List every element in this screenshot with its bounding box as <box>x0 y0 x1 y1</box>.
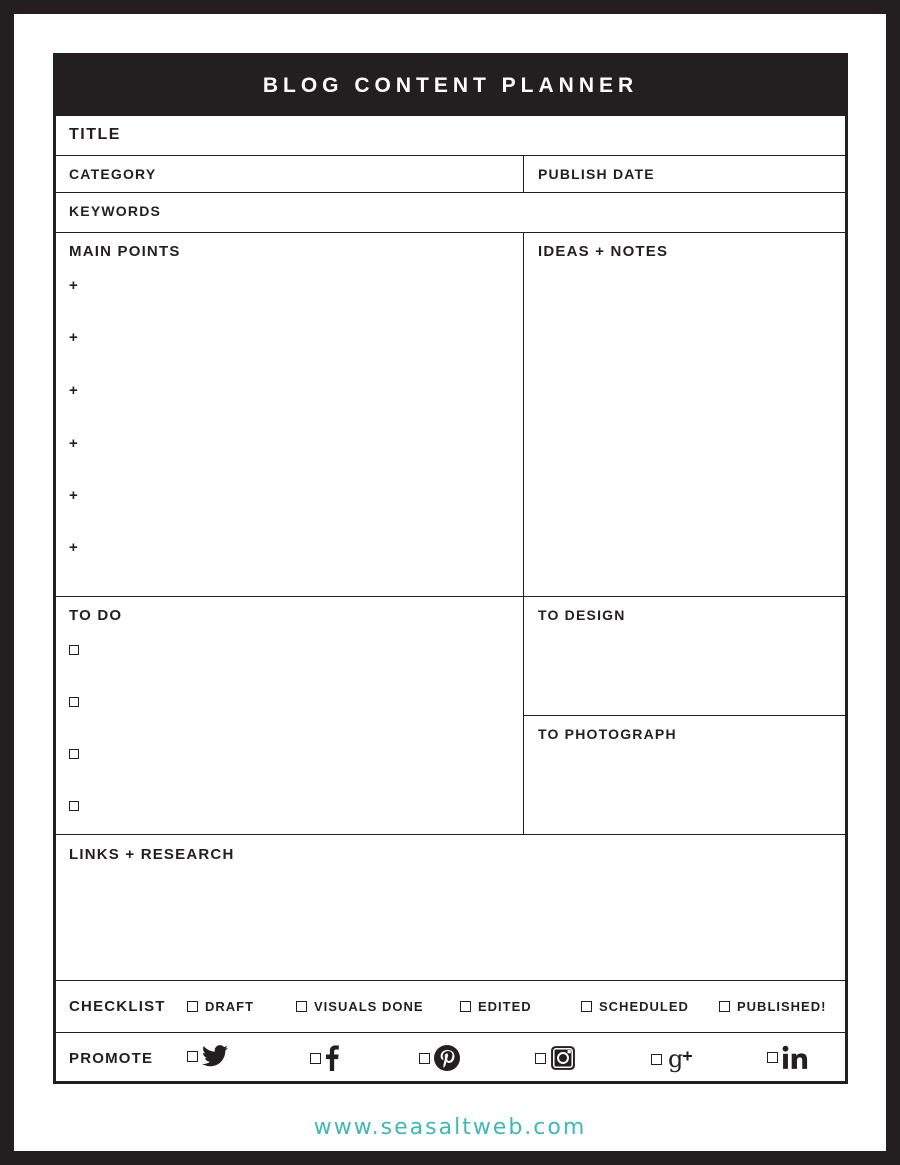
checklist-item-label: PUBLISHED! <box>737 999 827 1014</box>
checklist-label: CHECKLIST <box>69 998 166 1015</box>
publish-date-field[interactable] <box>524 156 845 192</box>
checkbox[interactable] <box>296 1001 307 1012</box>
category-field[interactable] <box>56 156 523 192</box>
checklist-item-draft[interactable] <box>187 999 254 1014</box>
divider <box>56 980 845 981</box>
checkbox[interactable] <box>187 1051 198 1062</box>
google-plus-icon <box>666 1045 694 1073</box>
checklist-item-label: EDITED <box>478 999 532 1014</box>
ideas-notes-area[interactable] <box>524 266 845 596</box>
promote-facebook[interactable] <box>310 1045 339 1071</box>
todo-checkbox[interactable] <box>69 749 79 759</box>
links-research-area[interactable] <box>56 868 845 980</box>
promote-twitter[interactable] <box>187 1045 228 1067</box>
facebook-icon <box>325 1045 339 1071</box>
checkbox[interactable] <box>310 1053 321 1064</box>
checkbox[interactable] <box>767 1052 778 1063</box>
checklist-item-label: VISUALS DONE <box>314 999 424 1014</box>
keywords-field-label: KEYWORDS <box>69 203 162 219</box>
divider <box>56 232 845 233</box>
planner-form <box>53 53 848 1084</box>
publish-date-field-label: PUBLISH DATE <box>538 166 655 182</box>
todo-checkbox[interactable] <box>69 801 79 811</box>
checkbox[interactable] <box>419 1053 430 1064</box>
svg-text:g: g <box>668 1045 684 1073</box>
divider <box>56 596 845 597</box>
to-photograph-area[interactable] <box>524 750 845 834</box>
checklist-item-published[interactable] <box>719 999 826 1014</box>
checkbox[interactable] <box>535 1053 546 1064</box>
checkbox[interactable] <box>187 1001 198 1012</box>
divider <box>523 715 845 716</box>
promote-google-plus[interactable] <box>651 1045 694 1073</box>
linkedin-icon <box>782 1045 810 1069</box>
title-field[interactable] <box>56 116 845 155</box>
main-point-bullet: + <box>69 382 78 399</box>
checkbox[interactable] <box>651 1054 662 1065</box>
planner-sheet <box>14 14 886 1151</box>
pinterest-icon <box>434 1045 460 1071</box>
main-point-bullet: + <box>69 277 78 294</box>
main-points-label: MAIN POINTS <box>69 243 181 260</box>
checkbox[interactable] <box>719 1001 730 1012</box>
checklist-item-edited[interactable] <box>460 999 532 1014</box>
promote-label: PROMOTE <box>69 1050 154 1067</box>
planner-header <box>56 56 845 116</box>
to-design-area[interactable] <box>524 631 845 715</box>
checkbox[interactable] <box>581 1001 592 1012</box>
checkbox[interactable] <box>460 1001 471 1012</box>
footer-url[interactable]: www.seasaltweb.com <box>313 1115 587 1140</box>
to-do-label: TO DO <box>69 607 123 624</box>
category-field-label: CATEGORY <box>69 166 157 182</box>
to-photograph-label: TO PHOTOGRAPH <box>538 726 677 742</box>
twitter-icon <box>202 1045 228 1067</box>
main-point-bullet: + <box>69 435 78 452</box>
divider <box>56 834 845 835</box>
main-point-bullet: + <box>69 487 78 504</box>
promote-pinterest[interactable] <box>419 1045 460 1071</box>
promote-instagram[interactable] <box>535 1045 576 1071</box>
todo-checkbox[interactable] <box>69 645 79 655</box>
ideas-notes-label: IDEAS + NOTES <box>538 243 669 260</box>
checklist-item-visuals-done[interactable] <box>296 999 424 1014</box>
to-design-label: TO DESIGN <box>538 607 626 623</box>
main-point-bullet: + <box>69 539 78 556</box>
promote-linkedin[interactable] <box>767 1045 810 1069</box>
title-field-label: TITLE <box>69 126 121 143</box>
divider <box>56 1032 845 1033</box>
checklist-item-label: SCHEDULED <box>599 999 689 1014</box>
page-title: BLOG CONTENT PLANNER <box>262 74 639 97</box>
keywords-field[interactable] <box>56 193 845 232</box>
todo-checkbox[interactable] <box>69 697 79 707</box>
instagram-icon <box>550 1045 576 1071</box>
links-research-label: LINKS + RESEARCH <box>69 846 235 863</box>
main-point-bullet: + <box>69 329 78 346</box>
checklist-item-scheduled[interactable] <box>581 999 689 1014</box>
checklist-item-label: DRAFT <box>205 999 255 1014</box>
